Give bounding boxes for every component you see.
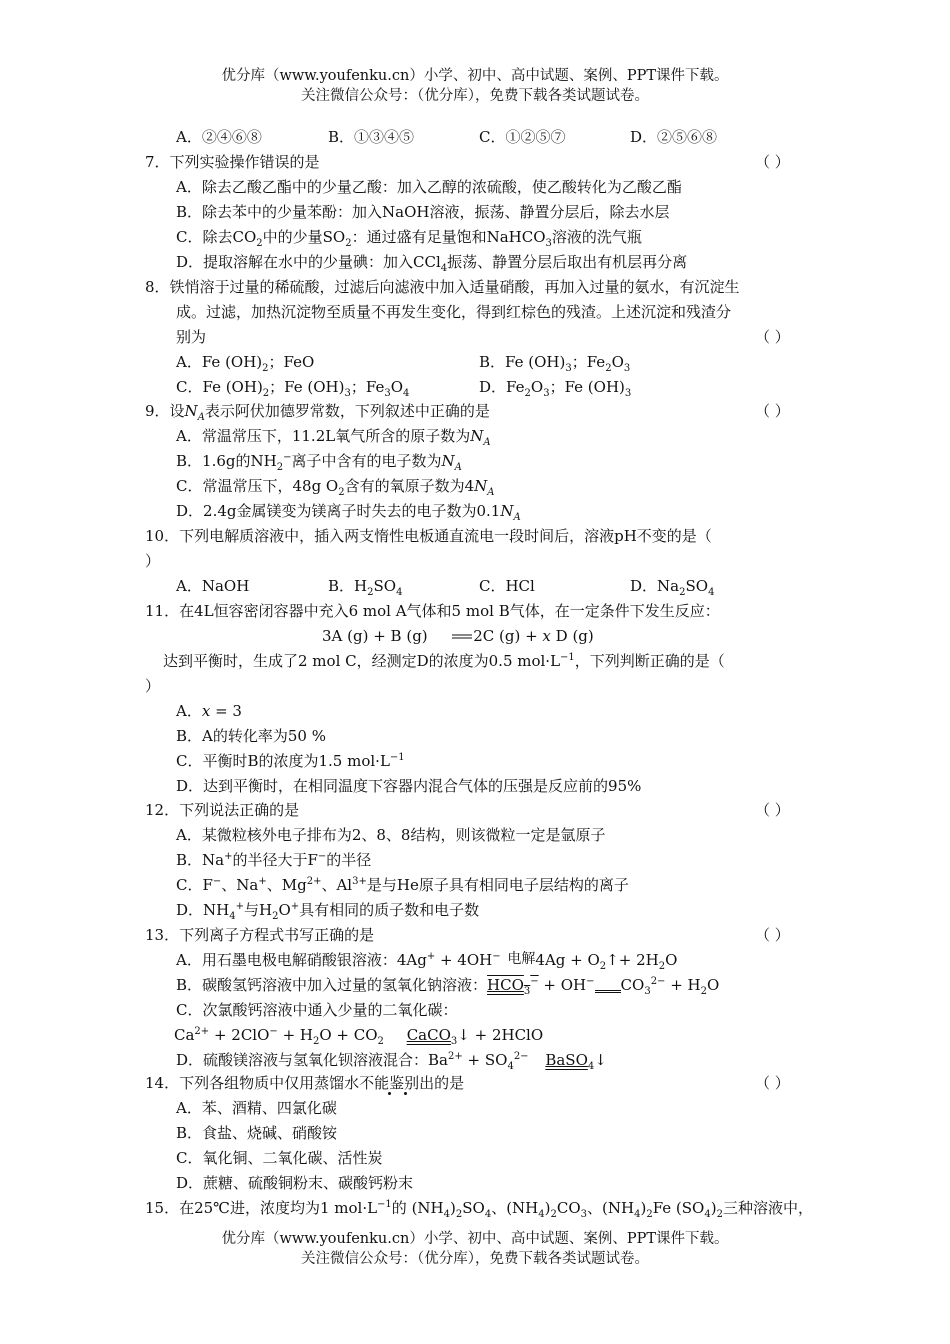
q8-option-b: B．Fe $(OH)_3$；$Fe_2O_3$: [479, 353, 631, 374]
q6-option-a: A．②④⑥⑧: [176, 128, 262, 146]
footer-line-1: 优分库（www.youfenku.cn）小学、初中、高中试题、案例、PPT课件下载。: [221, 1231, 729, 1247]
q14-option-d: D．蔗糖、硫酸铜粉末、碳酸钙粉末: [176, 1174, 414, 1192]
q11-option-b: B．A的转化率为50 %: [176, 727, 326, 745]
q7-answer-paren: （ ）: [755, 153, 790, 171]
q8-option-c: C．Fe $(OH)_2$；Fe $(OH)_3$；$Fe_3O_4$: [176, 378, 410, 399]
footer-line-2: 关注微信公众号：（优分库），免费下载各类试题试卷。: [301, 1251, 649, 1267]
q12-answer-paren: （ ）: [755, 801, 790, 819]
q10-stem-close: ）: [145, 552, 161, 570]
q10-option-c: C．HCl: [479, 577, 535, 595]
q9-option-c: C．常温常压下，48g $O_2$含有的氧原子数为$4N_A$: [176, 477, 495, 498]
q13-option-c-stem: C．次氯酸钙溶液中通入少量的二氧化碳：: [176, 1001, 458, 1019]
q6-option-d: D．②⑤⑥⑧: [630, 128, 718, 146]
q13-option-d: D．硫酸镁溶液与氢氧化钡溶液混合：$Ba^{2+} + SO_4^{2-}$ BaSO$_4$↓: [176, 1051, 607, 1072]
page-header: [0, 66, 950, 106]
q13-stem: 13．下列离子方程式书写正确的是: [145, 926, 375, 944]
q12-option-c: C．F−、Na+、$Mg^{2+}$、$Al^{3+}$是与He原子具有相同电子层结构的离子: [176, 876, 629, 894]
q8-answer-paren: （ ）: [755, 328, 790, 346]
q14-option-a: A．苯、酒精、四氯化碳: [176, 1099, 337, 1117]
q10-option-a: A．NaOH: [176, 577, 250, 595]
q8-option-a: A．Fe $(OH)_2$；FeO: [176, 353, 315, 374]
header-line-1: 优分库（www.youfenku.cn）小学、初中、高中试题、案例、PPT课件下载。: [221, 68, 729, 84]
q11-stem-line3: 达到平衡时，生成了2 mol C，经测定D的浓度为0.5 $mol\cdot L^{-1}$，下列判断正确的是（: [163, 652, 725, 670]
q11-option-c: C．平衡时B的浓度为1.5 $mol\cdot L^{-1}$: [176, 752, 405, 770]
q6-option-b: B．①③④⑤: [328, 128, 415, 146]
equals-arrow-icon: [595, 980, 621, 993]
q12-option-b: B．Na+的半径大于F−的半径: [176, 851, 372, 869]
q7-option-d: D．提取溶解在水中的少量碘：加入CCl$_4$振荡、静置分层后取出有机层再分离: [176, 253, 688, 274]
q11-option-a: A．x = 3: [176, 702, 242, 720]
q9-answer-paren: （ ）: [755, 402, 790, 420]
q11-stem: 11．在4L恒容密闭容器中充入6 mol A气体和5 mol B气体，在一定条件下发生反应：: [145, 602, 720, 620]
q13-option-a: A．用石墨电极电解硝酸银溶液：4Ag+ + 4OH− 电解 $4Ag + O_2↑+ 2H_2O$: [176, 951, 678, 972]
q10-stem: 10．下列电解质溶液中，插入两支惰性电板通直流电一段时间后，溶液pH不变的是（: [145, 527, 712, 545]
q12-option-a: A．某微粒核外电子排布为2、8、8结构，则该微粒一定是氩原子: [176, 826, 606, 844]
q8-stem-line1: 8．铁悄溶于过量的稀硫酸，过滤后向滤液中加入适量硝酸，再加入过量的氨水，有沉淀生: [145, 278, 740, 296]
equilibrium-arrow-icon: [451, 632, 473, 642]
q7-option-a: A．除去乙酸乙酯中的少量乙酸：加入乙醇的浓硫酸，使乙酸转化为乙酸乙酯: [176, 178, 682, 196]
q7-option-c: C．除去$CO_2$中的少量$SO_2$：通过盛有足量饱和NaHCO$_3$溶液的洗气瓶: [176, 228, 642, 249]
q7-stem: 7．下列实验操作错误的是: [145, 153, 320, 171]
q15-stem: 15．在25℃进，浓度均为1 $mol\cdot L^{-1}$的 $(NH_4)_2SO_4$、$(NH_4)_2CO_3$、$(NH_4)_2Fe$ $(SO_4)_2$三种溶液中，: [145, 1199, 813, 1220]
q6-option-c: C．①②⑤⑦: [479, 128, 566, 146]
q11-stem-close: ）: [145, 677, 161, 695]
q9-option-a: A．常温常压下，11.2L氧气所含的原子数为$N_A$: [176, 427, 491, 448]
q12-stem: 12．下列说法正确的是: [145, 801, 300, 819]
q13-option-b: B．碳酸氢钙溶液中加入过量的氢氧化钠溶液：$HCO_3^- + OH^-$ $CO_3^{2-} + H_2O$: [176, 976, 720, 997]
q14-answer-paren: （ ）: [755, 1074, 790, 1092]
q11-equation: 3A (g) + B (g) 2C (g) + x D (g): [322, 627, 594, 645]
q14-stem: 14．下列各组物质中仅用蒸馏水不能鉴别出的是: [145, 1074, 465, 1092]
q13-answer-paren: （ ）: [755, 926, 790, 944]
header-line-2: 关注微信公众号：（优分库），免费下载各类试题试卷。: [301, 88, 649, 104]
q11-option-d: D．达到平衡时，在相同温度下容器内混合气体的压强是反应前的95%: [176, 777, 642, 795]
q14-option-b: B．食盐、烧碱、硝酸铵: [176, 1124, 338, 1142]
q9-option-b: B．1.6g的$NH_2^-$离子中含有的电子数为$N_A$: [176, 452, 462, 473]
q8-option-d: D．$Fe_2O_3$；Fe $(OH)_3$: [479, 378, 632, 399]
page-footer: [0, 1229, 950, 1269]
q8-stem-line3: 别为: [176, 328, 207, 346]
q9-stem: 9．设$N_A$表示阿伏加德罗常数，下列叙述中正确的是: [145, 402, 490, 423]
q12-option-d: D．$NH_4^+$与$H_2O^+$具有相同的质子数和电子数: [176, 901, 480, 922]
q9-option-d: D．2.4g金属镁变为镁离子时失去的电子数为$0.1N_A$: [176, 502, 521, 523]
emphasis-dot-icon: [404, 1092, 407, 1095]
emphasis-dot-icon: [388, 1092, 391, 1095]
q10-option-d: D．$Na_2SO_4$: [630, 577, 715, 598]
q7-option-b: B．除去苯中的少量苯酚：加入NaOH溶液，振荡、静置分层后，除去水层: [176, 203, 670, 221]
q14-option-c: C．氧化铜、二氧化碳、活性炭: [176, 1149, 383, 1167]
q10-option-b: B．$H_2SO_4$: [328, 577, 403, 598]
q8-stem-line2: 成。过滤，加热沉淀物至质量不再发生变化，得到红棕色的残渣。上述沉淀和残渣分: [176, 303, 732, 321]
q13-option-c-equation: $Ca^{2+} + 2ClO^- + H_2O + CO_2$ CaCO$_3$↓ + 2HClO: [174, 1026, 544, 1047]
electrolysis-condition: 电解: [507, 951, 536, 967]
